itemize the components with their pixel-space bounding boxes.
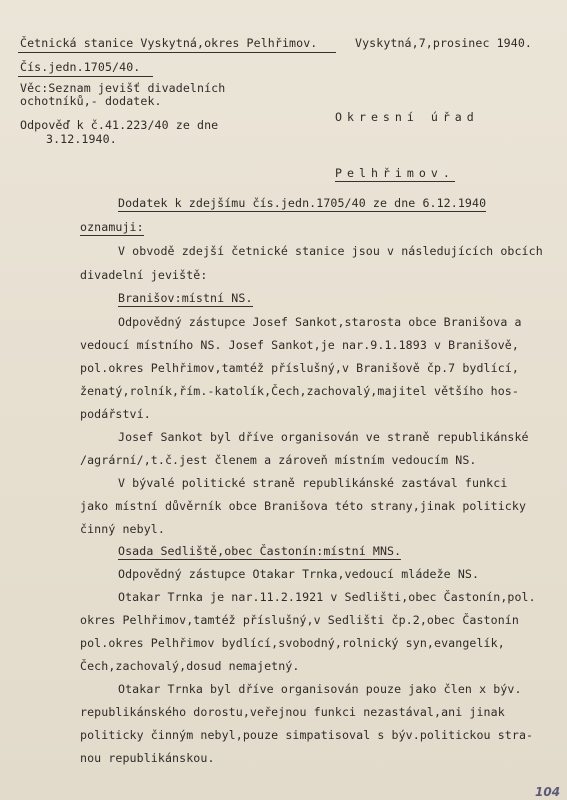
- reference-rule: [18, 76, 153, 77]
- s2-p3-line-2: republikánského dorostu,veřejnou funkci nezastával,ani jinak: [80, 705, 505, 719]
- addendum-line: Dodatek k zdejšímu čís.jedn.1705/40 ze dne 6.12.1940: [118, 196, 487, 210]
- s2-p2-line-4: Čech,zachovalý,dosud nemajetný.: [80, 659, 300, 673]
- s1-p1-line-3: pol.okres Pelhřimov,tamtéž příslušný,v Branišově čp.7 bydlící,: [80, 361, 519, 375]
- place-date: Vyskytná,7,prosinec 1940.: [355, 36, 533, 50]
- section-2-title: Osada Sedliště,obec Častonín:místní MNS.: [118, 544, 402, 558]
- recipient-office: Okresní úřad: [335, 110, 479, 124]
- s2-p2-line-1: Otakar Trnka je nar.11.2.1921 v Sedlišti,obec Častonín,pol.: [118, 590, 536, 604]
- s2-p3-line-1: Otakar Trnka byl dříve organisován pouze jako člen x býv.: [118, 682, 522, 696]
- s1-p1-line-2: vedoucí místního NS. Josef Sankot,je nar.9.1.1893 v Branišově,: [80, 338, 519, 352]
- reference-number: Čís.jedn.1705/40.: [20, 60, 141, 74]
- subject-line-1: Věc:Seznam jevišť divadelních: [20, 81, 226, 95]
- s1-p1-line-5: podářství.: [80, 407, 151, 421]
- reply-line-2: 3.12.1940.: [46, 132, 117, 146]
- announce-line: oznamuji:: [80, 220, 144, 234]
- header-rule: [18, 52, 336, 53]
- intro-line-1: V obvodě zdejší četnické stanice jsou v následujících obcích: [118, 244, 543, 258]
- s2-p2-line-2: okres Pelhřimov,tamtéž příslušný,v Sedlišti čp.2,obec Častonín: [80, 613, 519, 627]
- station-name: Četnická stanice Vyskytná,okres Pelhřimov.: [20, 36, 318, 50]
- page-number-mark: 104: [535, 785, 561, 799]
- s1-p3-line-1: V bývalé politické straně republikánské zastával funkci: [118, 476, 508, 490]
- s1-p1-line-1: Odpovědný zástupce Josef Sankot,starosta obce Branišova a: [118, 315, 522, 329]
- s2-p1-line-1: Odpovědný zástupce Otakar Trnka,vedoucí mládeže NS.: [118, 567, 480, 581]
- intro-line-2: divadelní jeviště:: [80, 268, 208, 282]
- section-1-title: Branišov:místní NS.: [118, 291, 253, 305]
- s1-p2-line-2: /agrární/,t.č.jest členem a zároveň místním vedoucím NS.: [80, 453, 477, 467]
- subject-line-2: ochotníků,- dodatek.: [20, 94, 162, 108]
- s1-p2-line-1: Josef Sankot byl dříve organisován ve straně republikánské: [118, 430, 529, 444]
- s2-p3-line-4: nou republikánskou.: [80, 751, 215, 765]
- s2-p2-line-3: pol.okres Pelhřimov bydlící,svobodný,rolnický syn,evangelík,: [80, 636, 505, 650]
- s2-p3-line-3: politicky činným nebyl,pouze simpatisoval s býv.politickou stra-: [80, 728, 534, 742]
- s1-p3-line-2: jako místní důvěrník obce Branišova této strany,jinak politicky: [80, 499, 527, 513]
- reply-line-1: Odpověď k č.41.223/40 ze dne: [20, 118, 219, 132]
- recipient-city: Pelhřimov.: [335, 166, 455, 180]
- s1-p1-line-4: ženatý,rolník,řím.-katolík,Čech,zachovalý,majitel většího hos-: [80, 384, 519, 398]
- s1-p3-line-3: činný nebyl.: [80, 522, 165, 536]
